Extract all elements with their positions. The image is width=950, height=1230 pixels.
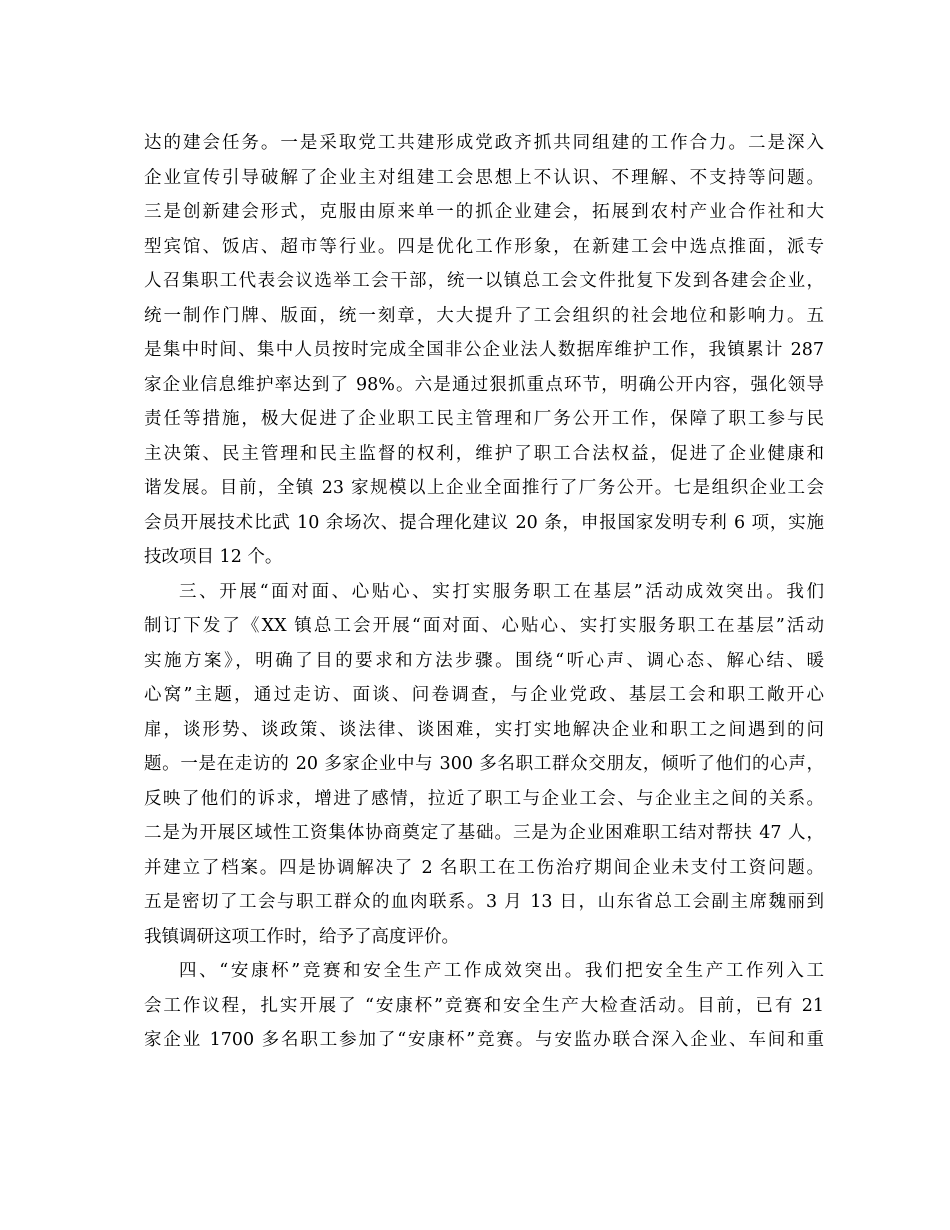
text-line: 题。一是在走访的 20 多家企业中与 300 多名职工群众交朋友，倾听了他们的心声，	[144, 754, 824, 774]
paragraph-1	[144, 126, 824, 575]
text-line: 主决策、民主管理和民主监督的权利，维护了职工合法权益，促进了企业健康和	[144, 443, 824, 464]
text-line: 会员开展技术比武 10 余场次、提合理化建议 20 条，申报国家发明专利 6 项，实施	[144, 512, 824, 533]
document-body	[144, 126, 824, 1058]
text-line: 型宾馆、饭店、超市等行业。四是优化工作形象，在新建工会中选点推面，派专	[144, 236, 824, 257]
text-line: 企业宣传引导破解了企业主对组建工会思想上不认识、不理解、不支持等问题。	[144, 167, 824, 188]
text-line: 实施方案》，明确了目的要求和方法步骤。围绕“听心声、调心态、解心结、暖	[144, 650, 824, 671]
paragraph-3	[144, 954, 824, 1058]
text-line: 责任等措施，极大促进了企业职工民主管理和厂务公开工作，保障了职工参与民	[144, 409, 824, 429]
text-line: 家企业 1700 多名职工参加了“安康杯”竞赛。与安监办联合深入企业、车间和重	[144, 1030, 824, 1050]
text-line: 四、“安康杯”竞赛和安全生产工作成效突出。我们把安全生产工作列入工	[179, 961, 824, 981]
text-line: 统一制作门牌、版面，统一刻章，大大提升了工会组织的社会地位和影响力。五	[144, 305, 824, 326]
text-line: 我镇调研这项工作时，给予了高度评价。	[144, 926, 459, 947]
text-line: 会工作议程，扎实开展了 “安康杯”竞赛和安全生产大检查活动。目前，已有 21	[144, 995, 824, 1016]
text-line: 扉，谈形势、谈政策、谈法律、谈困难，实打实地解决企业和职工之间遇到的问	[144, 719, 824, 740]
text-line: 三是创新建会形式，克服由原来单一的抓企业建会，拓展到农村产业合作社和大	[144, 202, 824, 222]
text-line: 是集中时间、集中人员按时完成全国非公企业法人数据库维护工作，我镇累计 287	[144, 340, 824, 360]
text-line: 五是密切了工会与职工群众的血肉联系。3 月 13 日，山东省总工会副主席魏丽到	[144, 892, 824, 912]
text-line: 人召集职工代表会议选举工会干部，统一以镇总工会文件批复下发到各建会企业，	[144, 271, 824, 291]
text-line: 二是为开展区域性工资集体协商奠定了基础。三是为企业困难职工结对帮扶 47 人，	[144, 823, 824, 843]
text-line: 谐发展。目前，全镇 23 家规模以上企业全面推行了厂务公开。七是组织企业工会	[144, 478, 824, 498]
text-line: 心窝”主题，通过走访、面谈、问卷调查，与企业党政、基层工会和职工敞开心	[144, 685, 824, 705]
paragraph-2	[144, 575, 824, 955]
text-line: 反映了他们的诉求，增进了感情，拉近了职工与企业工会、与企业主之间的关系。	[144, 788, 824, 809]
text-line: 三、开展“面对面、心贴心、实打实服务职工在基层”活动成效突出。我们	[179, 581, 824, 602]
text-line: 达的建会任务。一是采取党工共建形成党政齐抓共同组建的工作合力。二是深入	[144, 133, 824, 153]
text-line: 制订下发了《XX 镇总工会开展“面对面、心贴心、实打实服务职工在基层”活动	[144, 616, 824, 636]
text-line: 家企业信息维护率达到了 98%。六是通过狠抓重点环节，明确公开内容，强化领导	[144, 374, 824, 395]
text-line: 技改项目 12 个。	[144, 547, 283, 567]
text-line: 并建立了档案。四是协调解决了 2 名职工在工伤治疗期间企业未支付工资问题。	[144, 857, 824, 878]
